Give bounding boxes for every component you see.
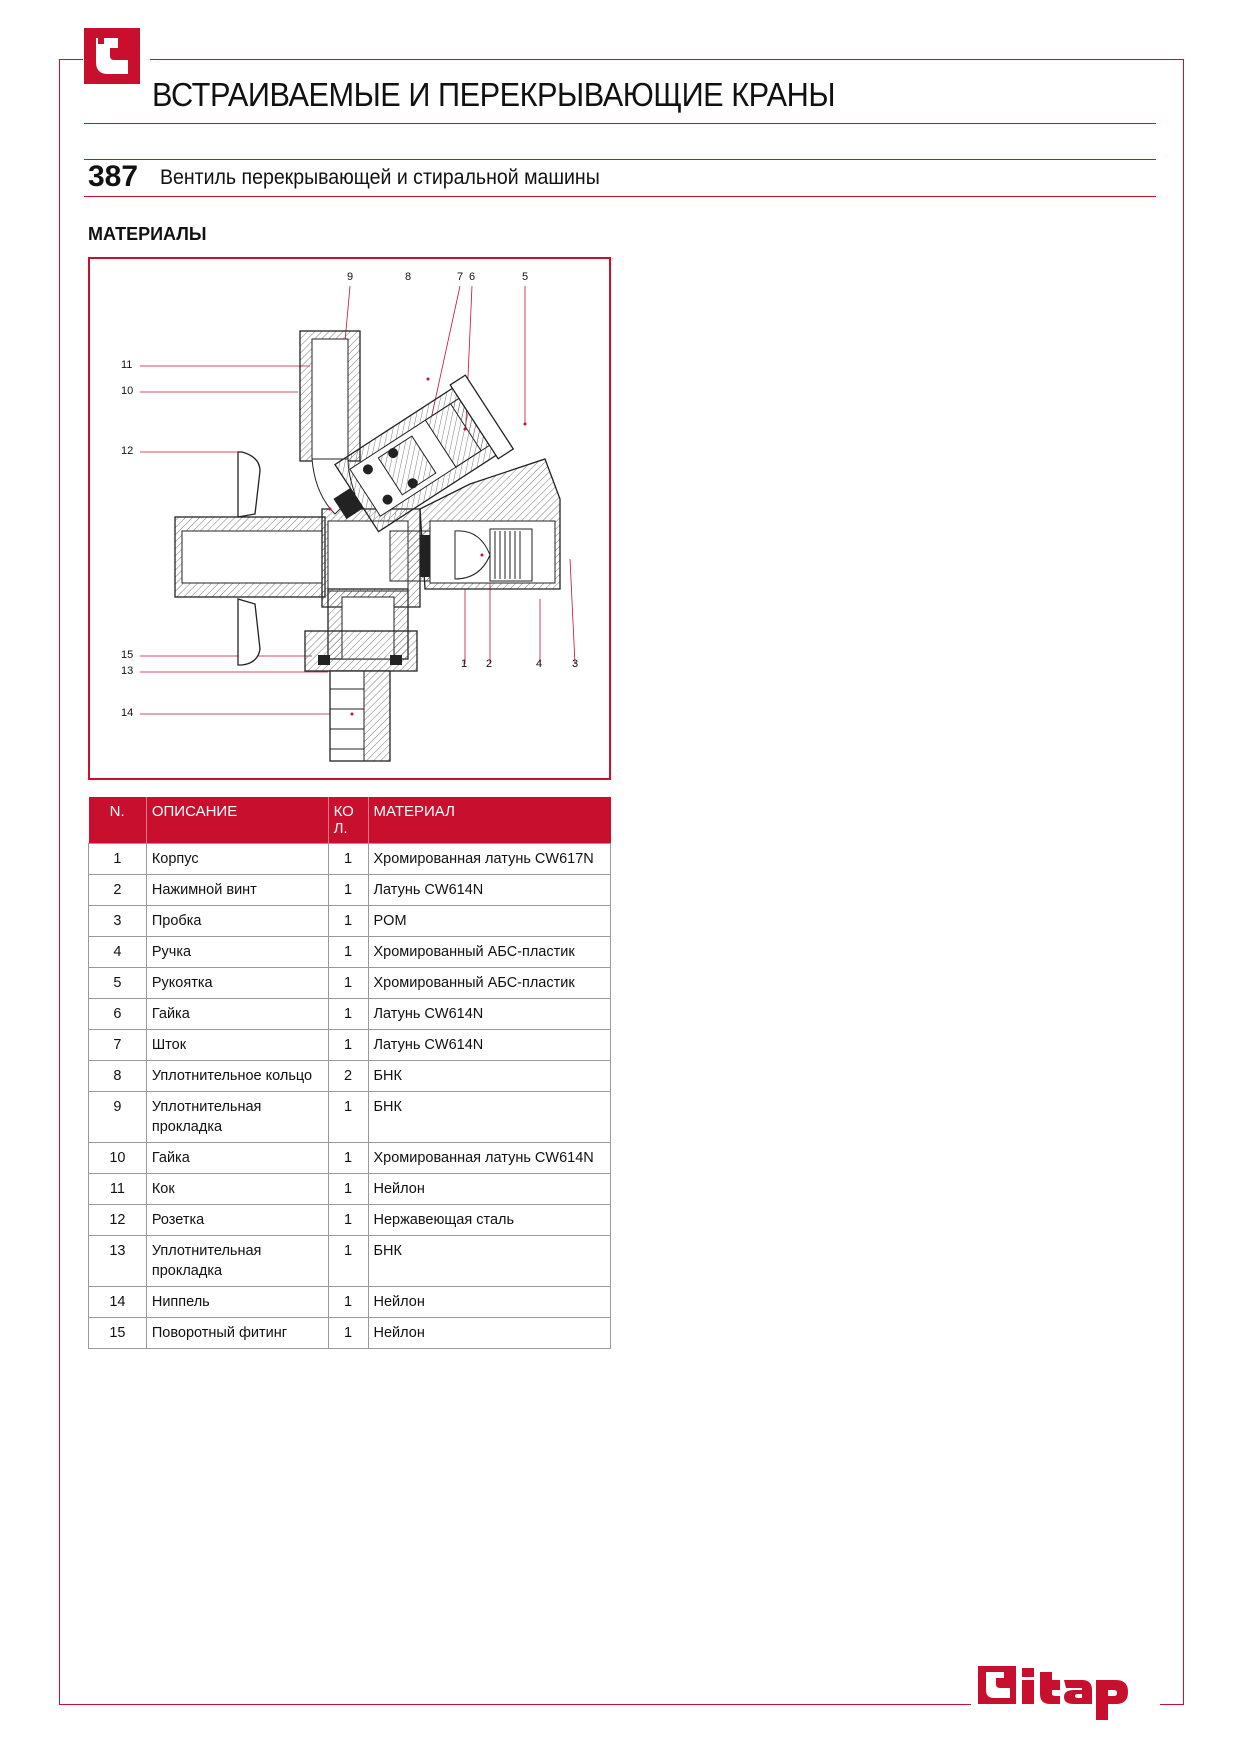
cell-material: Хромированный АБС-пластик xyxy=(368,937,611,968)
cell-description: Ниппель xyxy=(146,1287,328,1318)
cell-qty: 2 xyxy=(328,1061,368,1092)
cell-n: 2 xyxy=(89,875,147,906)
table-row xyxy=(89,1061,611,1092)
table-row xyxy=(89,999,611,1030)
frame-left-line xyxy=(59,59,60,1705)
cell-qty: 1 xyxy=(328,1318,368,1349)
header-material: МАТЕРИАЛ xyxy=(368,797,611,844)
table-header-row xyxy=(89,797,611,844)
callout-15: 15 xyxy=(121,649,134,661)
cell-qty: 1 xyxy=(328,844,368,875)
cell-n: 13 xyxy=(89,1236,147,1287)
cell-description: Нажимной винт xyxy=(146,875,328,906)
cell-material: Хромированная латунь CW617N xyxy=(368,844,611,875)
cell-material: Нейлон xyxy=(368,1174,611,1205)
cell-qty: 1 xyxy=(328,1205,368,1236)
cell-description: Ручка xyxy=(146,937,328,968)
callout-11: 11 xyxy=(121,359,133,371)
cell-qty: 1 xyxy=(328,968,368,999)
frame-bottom-right-stub xyxy=(1160,1704,1184,1705)
cell-n: 1 xyxy=(89,844,147,875)
cell-description: Розетка xyxy=(146,1205,328,1236)
frame-right-line xyxy=(1183,59,1184,1705)
materials-table xyxy=(88,797,611,1349)
cell-n: 10 xyxy=(89,1143,147,1174)
table-row xyxy=(89,906,611,937)
cell-n: 8 xyxy=(89,1061,147,1092)
header-n: N. xyxy=(89,797,147,844)
cell-n: 6 xyxy=(89,999,147,1030)
cell-material: Нейлон xyxy=(368,1287,611,1318)
callout-8: 8 xyxy=(405,271,412,283)
cell-n: 14 xyxy=(89,1287,147,1318)
itap-logo xyxy=(978,1664,1150,1728)
section-title: МАТЕРИАЛЫ xyxy=(88,224,207,244)
cell-description: Поворотный фитинг xyxy=(146,1318,328,1349)
cell-material: Нейлон xyxy=(368,1318,611,1349)
cell-material: БНК xyxy=(368,1061,611,1092)
frame-bottom-line xyxy=(59,1704,971,1705)
logo-mark-icon xyxy=(84,28,140,84)
cell-material: Латунь CW614N xyxy=(368,1030,611,1061)
table-row xyxy=(89,1030,611,1061)
cell-qty: 1 xyxy=(328,1174,368,1205)
cell-n: 3 xyxy=(89,906,147,937)
cell-description: Гайка xyxy=(146,1143,328,1174)
header-description: ОПИСАНИЕ xyxy=(146,797,328,844)
callout-3: 3 xyxy=(572,658,579,670)
cell-material: Латунь CW614N xyxy=(368,875,611,906)
table-row xyxy=(89,1287,611,1318)
valve-drawing xyxy=(90,259,609,778)
cell-material: Нержавеющая сталь xyxy=(368,1205,611,1236)
callout-7: 7 xyxy=(457,271,464,283)
callout-12: 12 xyxy=(121,445,134,457)
callout-6: 6 xyxy=(469,271,476,283)
table-row xyxy=(89,1174,611,1205)
cell-description: Кок xyxy=(146,1174,328,1205)
cell-n: 12 xyxy=(89,1205,147,1236)
cell-description: Уплотнительная прокладка xyxy=(146,1092,328,1143)
cell-material: Латунь CW614N xyxy=(368,999,611,1030)
cell-qty: 1 xyxy=(328,1236,368,1287)
callout-1: 1 xyxy=(461,658,468,670)
table-row xyxy=(89,875,611,906)
callout-9: 9 xyxy=(347,271,354,283)
callout-5: 5 xyxy=(522,271,529,283)
table-row xyxy=(89,1318,611,1349)
callout-4: 4 xyxy=(536,658,543,670)
cell-qty: 1 xyxy=(328,1143,368,1174)
cell-n: 9 xyxy=(89,1092,147,1143)
cell-description: Уплотнительная прокладка xyxy=(146,1236,328,1287)
product-bottom-line xyxy=(84,196,1156,197)
table-row xyxy=(89,844,611,875)
cell-n: 11 xyxy=(89,1174,147,1205)
cell-qty: 1 xyxy=(328,1287,368,1318)
cell-material: Хромированная латунь CW614N xyxy=(368,1143,611,1174)
table-row xyxy=(89,1236,611,1287)
cell-material: POM xyxy=(368,906,611,937)
itap-logo-icon xyxy=(978,1664,1150,1728)
cell-qty: 1 xyxy=(328,906,368,937)
cell-description: Пробка xyxy=(146,906,328,937)
cell-description: Уплотнительное кольцо xyxy=(146,1061,328,1092)
cell-n: 5 xyxy=(89,968,147,999)
callout-14: 14 xyxy=(121,707,134,719)
table-row xyxy=(89,1205,611,1236)
cell-material: БНК xyxy=(368,1236,611,1287)
cell-qty: 1 xyxy=(328,875,368,906)
cell-material: БНК xyxy=(368,1092,611,1143)
valve-cross-section-diagram xyxy=(88,257,611,780)
callout-2: 2 xyxy=(486,658,493,670)
page-title: ВСТРАИВАЕМЫЕ И ПЕРЕКРЫВАЮЩИЕ КРАНЫ xyxy=(152,76,836,113)
cell-description: Корпус xyxy=(146,844,328,875)
title-underline xyxy=(84,123,1156,124)
cell-n: 15 xyxy=(89,1318,147,1349)
cell-description: Гайка xyxy=(146,999,328,1030)
table-row xyxy=(89,968,611,999)
callout-10: 10 xyxy=(121,385,134,397)
product-name: Вентиль перекрывающей и стиральной машины xyxy=(160,166,600,189)
cell-qty: 1 xyxy=(328,999,368,1030)
product-number: 387 xyxy=(88,160,139,193)
cell-n: 7 xyxy=(89,1030,147,1061)
table-row xyxy=(89,1092,611,1143)
cell-material: Хромированный АБС-пластик xyxy=(368,968,611,999)
frame-top-line xyxy=(150,59,1184,60)
table-row xyxy=(89,1143,611,1174)
cell-qty: 1 xyxy=(328,937,368,968)
frame-top-left-stub xyxy=(59,59,83,60)
header-qty: КО Л. xyxy=(328,797,368,844)
table-row xyxy=(89,937,611,968)
cell-n: 4 xyxy=(89,937,147,968)
cell-description: Шток xyxy=(146,1030,328,1061)
cell-qty: 1 xyxy=(328,1092,368,1143)
callout-13: 13 xyxy=(121,665,134,677)
cell-description: Рукоятка xyxy=(146,968,328,999)
cell-qty: 1 xyxy=(328,1030,368,1061)
product-top-line xyxy=(84,159,1156,160)
